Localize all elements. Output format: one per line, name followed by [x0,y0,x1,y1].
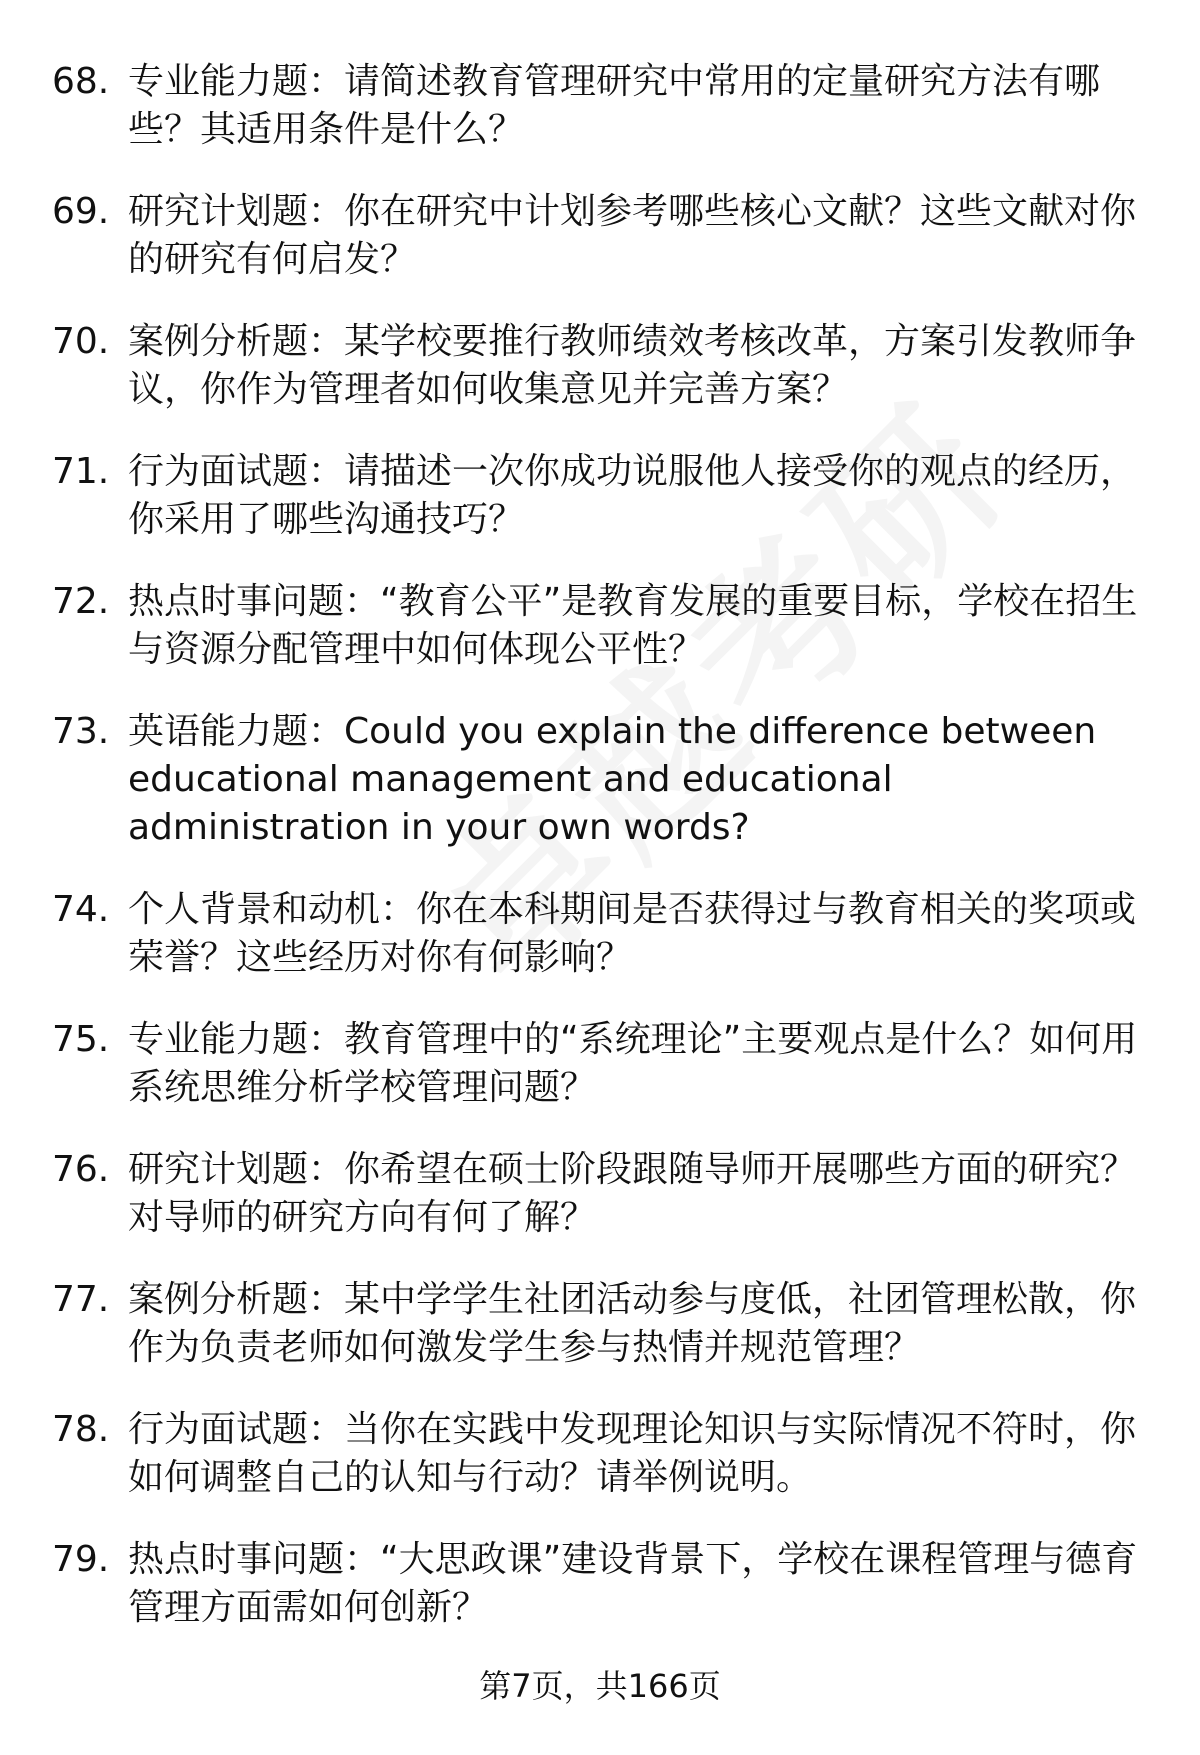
question-item [0,1406,1200,1536]
question-item [0,1276,1200,1406]
question-number: 77. [52,1279,110,1320]
question-text: 热点时事问题：“大思政课”建设背景下，学校在课程管理与德育管理方面需如何创新？ [128,1539,1138,1628]
question-text: 行为面试题：当你在实践中发现理论知识与实际情况不符时，你如何调整自己的认知与行动？请举例说明。 [128,1409,1137,1498]
question-text: 专业能力题：请简述教育管理研究中常用的定量研究方法有哪些？其适用条件是什么？ [128,61,1101,150]
question-number: 68. [52,61,110,102]
question-item [0,318,1200,448]
question-item [0,1016,1200,1146]
question-text: 案例分析题：某学校要推行教师绩效考核改革，方案引发教师争议，你作为管理者如何收集意见并完善方案？ [128,321,1137,410]
question-number: 73. [52,711,110,752]
question-number: 71. [52,451,110,492]
question-item [0,1146,1200,1276]
question-number: 75. [52,1019,110,1060]
page-number-label: 第7页，共166页 [479,1667,721,1705]
question-text: 研究计划题：你在研究中计划参考哪些核心文献？这些文献对你的研究有何启发？ [128,191,1137,280]
page-footer [0,1665,1200,1707]
question-text: 案例分析题：某中学学生社团活动参与度低，社团管理松散，你作为负责老师如何激发学生参与热情并规范管理？ [128,1279,1137,1368]
question-text: 英语能力题：Could you explain the difference between educational management and educational administration in your own words? [128,711,1097,848]
question-text: 专业能力题：教育管理中的“系统理论”主要观点是什么？如何用系统思维分析学校管理问题？ [128,1019,1138,1108]
question-list [0,58,1200,1666]
question-item [0,886,1200,1016]
question-text: 个人背景和动机：你在本科期间是否获得过与教育相关的奖项或荣誉？这些经历对你有何影响？ [128,889,1137,978]
question-number: 79. [52,1539,110,1580]
question-item [0,578,1200,708]
question-item [0,58,1200,188]
question-number: 74. [52,889,110,930]
question-item [0,188,1200,318]
question-text: 热点时事问题：“教育公平”是教育发展的重要目标，学校在招生与资源分配管理中如何体现公平性？ [128,581,1138,670]
question-item [0,448,1200,578]
question-number: 70. [52,321,110,362]
question-item [0,1536,1200,1666]
question-number: 76. [52,1149,110,1190]
question-text: 研究计划题：你希望在硕士阶段跟随导师开展哪些方面的研究？对导师的研究方向有何了解？ [128,1149,1137,1238]
question-item [0,708,1200,886]
question-number: 69. [52,191,110,232]
question-text: 行为面试题：请描述一次你成功说服他人接受你的观点的经历，你采用了哪些沟通技巧？ [128,451,1137,540]
question-number: 72. [52,581,110,622]
question-number: 78. [52,1409,110,1450]
